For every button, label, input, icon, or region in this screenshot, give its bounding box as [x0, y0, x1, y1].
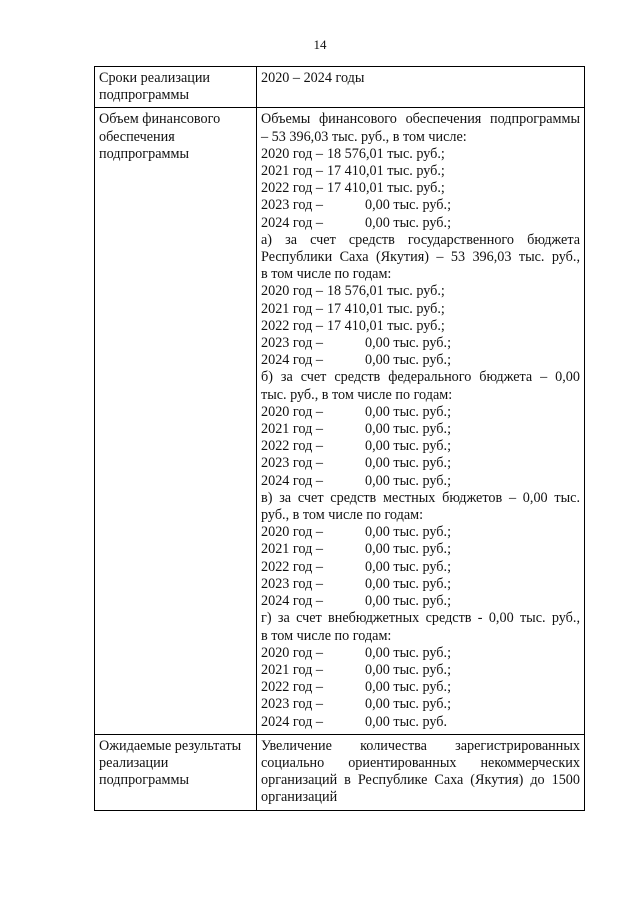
year-label: 2023 год – [261, 335, 323, 352]
year-label: 2022 год – [261, 317, 323, 334]
label-expected-results [95, 734, 257, 810]
year-label: 2024 год – [261, 593, 323, 610]
amount-value: 0,00 тыс. руб.; [365, 541, 452, 558]
results-line: организаций [261, 789, 338, 806]
amount-value: 17 410,01 тыс. руб.; [326, 180, 445, 197]
year-amount-line [261, 180, 580, 197]
amount-value: 0,00 тыс. руб.; [365, 679, 452, 696]
year-amount-line [261, 301, 580, 318]
source-a-line: Республики Саха (Якутия) – 53 396,03 тыс. руб., [261, 249, 580, 266]
year-amount-line [261, 524, 580, 541]
year-label: 2020 год – [261, 524, 323, 541]
year-label: 2024 год – [261, 713, 323, 730]
amount-value: 0,00 тыс. руб.; [365, 696, 452, 713]
amount-value: 17 410,01 тыс. руб.; [326, 163, 445, 180]
year-label: 2021 год – [261, 541, 323, 558]
row-implementation-period [95, 67, 585, 108]
year-amount-line [261, 696, 580, 713]
years-total [261, 146, 580, 232]
amount-value: 0,00 тыс. руб.; [365, 438, 452, 455]
year-label: 2022 год – [261, 438, 323, 455]
label-line: обеспечения [99, 128, 175, 145]
period-text: 2020 – 2024 годы [261, 70, 365, 86]
year-amount-line [261, 541, 580, 558]
year-amount-line [261, 421, 580, 438]
year-amount-line [261, 593, 580, 610]
label-line: подпрограммы [99, 87, 189, 104]
year-label: 2022 год – [261, 679, 323, 696]
value-expected-results [257, 734, 585, 810]
amount-value: 0,00 тыс. руб.; [365, 197, 452, 214]
value-funding [257, 108, 585, 734]
amount-value: 0,00 тыс. руб.; [365, 644, 452, 661]
amount-value: 0,00 тыс. руб.; [365, 455, 452, 472]
year-label: 2022 год – [261, 558, 323, 575]
year-label: 2020 год – [261, 403, 323, 420]
year-amount-line [261, 352, 580, 369]
year-label: 2023 год – [261, 455, 323, 472]
year-amount-line [261, 335, 580, 352]
year-label: 2020 год – [261, 145, 323, 162]
year-amount-line [261, 215, 580, 232]
year-label: 2024 год – [261, 352, 323, 369]
source-b-line: б) за счет средств федерального бюджета – 0,00 [261, 369, 580, 386]
amount-value: 18 576,01 тыс. руб.; [326, 283, 445, 300]
amount-value: 0,00 тыс. руб.; [365, 472, 452, 489]
results-line: организаций в Республике Саха (Якутия) до 1500 [261, 772, 580, 789]
years-a [261, 283, 580, 369]
year-amount-line [261, 473, 580, 490]
source-d-line: в том числе по годам: [261, 627, 392, 644]
years-b [261, 404, 580, 490]
label-funding [95, 108, 257, 734]
amount-value: 17 410,01 тыс. руб.; [326, 317, 445, 334]
year-label: 2021 год – [261, 421, 323, 438]
row-funding [95, 108, 585, 734]
source-d-line: г) за счет внебюджетных средств - 0,00 тыс. руб., [261, 610, 580, 627]
subprogram-passport-table [94, 66, 585, 811]
year-amount-line [261, 679, 580, 696]
amount-value: 0,00 тыс. руб. [365, 713, 448, 730]
amount-value: 0,00 тыс. руб.; [365, 352, 452, 369]
year-amount-line [261, 197, 580, 214]
label-line: подпрограммы [99, 145, 189, 162]
amount-value: 0,00 тыс. руб.; [365, 214, 452, 231]
amount-value: 0,00 тыс. руб.; [365, 403, 452, 420]
amount-value: 0,00 тыс. руб.; [365, 593, 452, 610]
year-label: 2021 год – [261, 300, 323, 317]
page-number: 14 [313, 37, 327, 52]
year-label: 2023 год – [261, 575, 323, 592]
source-c-line: руб., в том числе по годам: [261, 507, 424, 524]
label-implementation-period [95, 67, 257, 108]
year-label: 2021 год – [261, 163, 323, 180]
years-d [261, 645, 580, 731]
row-expected-results [95, 734, 585, 810]
year-amount-line [261, 146, 580, 163]
year-amount-line [261, 662, 580, 679]
year-label: 2020 год – [261, 283, 323, 300]
amount-value: 0,00 тыс. руб.; [365, 661, 452, 678]
label-line: Сроки реализации [99, 70, 211, 86]
amount-value: 17 410,01 тыс. руб.; [326, 300, 445, 317]
source-a-line: в том числе по годам: [261, 266, 392, 283]
results-line: социально ориентированных некоммерческих [261, 754, 580, 771]
amount-value: 0,00 тыс. руб.; [365, 524, 452, 541]
year-label: 2021 год – [261, 661, 323, 678]
label-line: Ожидаемые результаты [99, 737, 242, 754]
year-amount-line [261, 438, 580, 455]
amount-value: 0,00 тыс. руб.; [365, 421, 452, 438]
label-line: реализации [99, 754, 169, 771]
amount-value: 18 576,01 тыс. руб.; [326, 145, 445, 162]
year-amount-line [261, 283, 580, 300]
year-label: 2022 год – [261, 180, 323, 197]
results-line: Увеличение количества зарегистрированных [261, 737, 580, 754]
years-c [261, 524, 580, 610]
funding-intro-line: – 53 396,03 тыс. руб., в том числе: [261, 128, 467, 145]
year-label: 2024 год – [261, 214, 323, 231]
year-label: 2024 год – [261, 472, 323, 489]
funding-intro-line: Объемы финансового обеспечения подпрограммы [261, 111, 580, 128]
year-amount-line [261, 645, 580, 662]
year-amount-line [261, 559, 580, 576]
year-label: 2023 год – [261, 197, 323, 214]
year-amount-line [261, 404, 580, 421]
source-c-line: в) за счет средств местных бюджетов – 0,00 тыс. [261, 489, 580, 506]
value-implementation-period [257, 67, 585, 108]
label-line: Объем финансового [99, 111, 221, 128]
year-amount-line [261, 714, 580, 731]
amount-value: 0,00 тыс. руб.; [365, 558, 452, 575]
amount-value: 0,00 тыс. руб.; [365, 335, 452, 352]
year-label: 2020 год – [261, 644, 323, 661]
source-b-line: тыс. руб., в том числе по годам: [261, 386, 453, 403]
amount-value: 0,00 тыс. руб.; [365, 575, 452, 592]
year-amount-line [261, 318, 580, 335]
label-line: подпрограммы [99, 772, 189, 789]
year-label: 2023 год – [261, 696, 323, 713]
year-amount-line [261, 576, 580, 593]
year-amount-line [261, 163, 580, 180]
year-amount-line [261, 455, 580, 472]
source-a-line: а) за счет средств государственного бюджета [261, 231, 580, 248]
